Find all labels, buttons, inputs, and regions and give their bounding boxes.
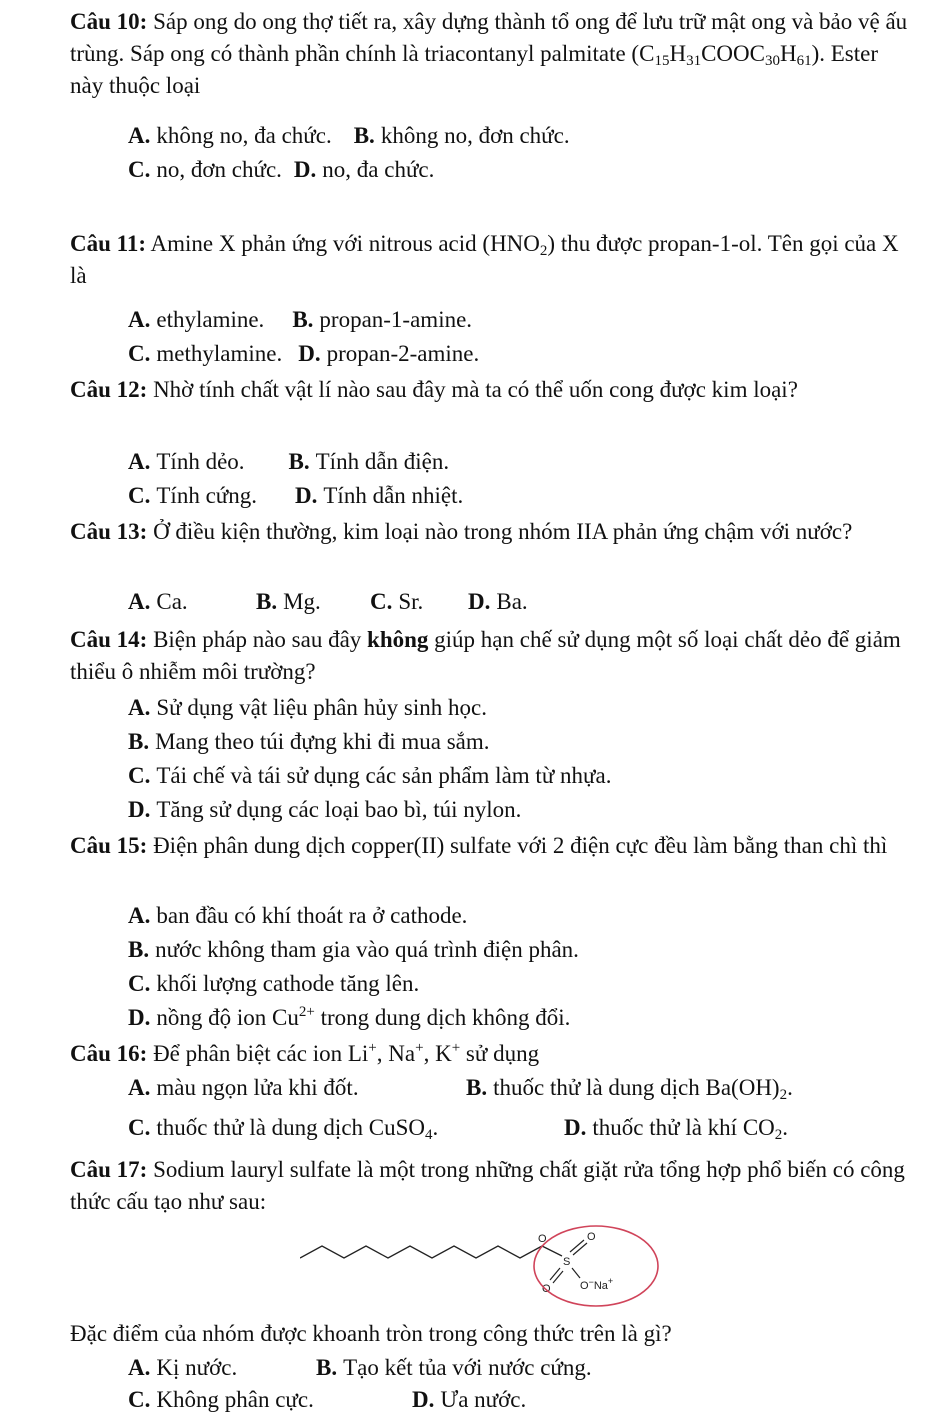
question-14: Câu 14: Biện pháp nào sau đây không giúp hạn chế sử dụng một số loại chất dẻo để giảm thiểu ô nhiễm môi trường? xyxy=(70,627,901,684)
question-label: Câu 16: xyxy=(70,1041,148,1066)
question-17-followup: Đặc điểm của nhóm được khoanh tròn trong công thức trên là gì? xyxy=(70,1321,672,1346)
option-d: D. thuốc thử là khí $CO_2$. xyxy=(564,1115,789,1143)
highlight-circle xyxy=(534,1226,658,1306)
emphasis: không xyxy=(367,627,429,652)
option-row xyxy=(128,446,449,478)
option-row xyxy=(128,586,528,618)
option-a: A. màu ngọn lửa khi đốt. xyxy=(128,1075,359,1100)
question-label: Câu 10: xyxy=(70,9,148,34)
option-b: B. nước không tham gia vào quá trình điện phân. xyxy=(128,937,579,962)
option-c: C. thuốc thử là dung dịch CuSO$_4$. xyxy=(128,1115,439,1143)
option-row xyxy=(128,338,479,370)
option-a: A. ban đầu có khí thoát ra ở cathode. xyxy=(128,903,468,928)
option-row xyxy=(128,120,570,152)
question-12: Câu 12: Nhờ tính chất vật lí nào sau đây mà ta có thể uốn cong được kim loại? xyxy=(70,377,798,402)
bond-s-o-down-2 xyxy=(553,1271,563,1283)
question-label: Câu 11: xyxy=(70,231,147,256)
option-c: C. Sr. xyxy=(370,589,424,614)
option-a: A. Ca. xyxy=(128,589,188,614)
option-a: A. Kị nước. xyxy=(128,1355,238,1380)
option-row xyxy=(128,304,472,336)
option-c: C. methylamine. xyxy=(128,341,283,366)
alkyl-chain xyxy=(300,1246,542,1258)
question-label: Câu 14: xyxy=(70,627,148,652)
option-b: B. Mang theo túi đựng khi đi mua sắm. xyxy=(128,729,490,754)
option-c: C. no, đơn chức. xyxy=(128,157,282,182)
option-d: D. Ưa nước. xyxy=(412,1387,527,1412)
oxygen-top-left: O xyxy=(538,1233,547,1245)
option-c: C. khối lượng cathode tăng lên. xyxy=(128,971,420,996)
bond-s-o-down-1 xyxy=(550,1268,560,1280)
option-d: D. propan-2-amine. xyxy=(298,341,480,366)
option-c: C. Không phân cực. xyxy=(128,1387,314,1412)
question-15: Câu 15: Điện phân dung dịch copper(II) sulfate với 2 điện cực đều làm bằng than chì thì xyxy=(70,833,888,858)
option-b: B. không no, đơn chức. xyxy=(353,123,570,148)
question-13: Câu 13: Ở điều kiện thường, kim loại nào trong nhóm IIA phản ứng chậm với nước? xyxy=(70,519,853,544)
oxygen-bottom: O xyxy=(542,1283,551,1295)
option-c: C. Tái chế và tái sử dụng các sản phẩm làm từ nhựa. xyxy=(128,763,612,788)
option-c: C. Tính cứng. xyxy=(128,483,257,508)
option-b: B. Mg. xyxy=(256,589,321,614)
option-row xyxy=(128,154,434,186)
question-label: Câu 15: xyxy=(70,833,148,858)
question-16: Câu 16: Để phân biệt các ion Li+, Na+, K+ sử dụng xyxy=(70,1040,540,1066)
option-a: A. ethylamine. xyxy=(128,307,265,332)
option-b: B. propan-1-amine. xyxy=(292,307,473,332)
option-a: A. Tính dẻo. xyxy=(128,449,245,474)
option-row xyxy=(128,1352,592,1384)
option-row xyxy=(128,1384,526,1416)
question-label: Câu 13: xyxy=(70,519,148,544)
option-b: B. thuốc thử là dung dịch $Ba(OH)_2$. xyxy=(466,1075,793,1103)
option-a: A. không no, đa chức. xyxy=(128,123,332,148)
question-label: Câu 17: xyxy=(70,1157,148,1182)
option-d: D. Tăng sử dụng các loại bao bì, túi nylon. xyxy=(128,797,522,822)
option-a: A. Sử dụng vật liệu phân hủy sinh học. xyxy=(128,695,487,720)
option-d: D. Ba. xyxy=(468,589,528,614)
bond-s-o-up-1 xyxy=(570,1240,584,1252)
question-label: Câu 12: xyxy=(70,377,148,402)
option-row xyxy=(128,1112,788,1144)
option-d: D. no, đa chức. xyxy=(293,157,435,182)
bond-s-o-up-2 xyxy=(573,1243,587,1255)
question-17: Câu 17: Sodium lauryl sulfate là một trong những chất giặt rửa tổng hợp phổ biến có công thức cấu tạo như sau: xyxy=(70,1157,905,1214)
question-11: Câu 11: Amine X phản ứng với nitrous acid $(HNO_2)$ thu được propan-1-ol. Tên gọi của X là xyxy=(70,231,899,288)
bond-s-o-minus xyxy=(572,1268,580,1278)
oxygen-anion: O−Na+ xyxy=(580,1276,614,1292)
option-d: D. Tính dẫn nhiệt. xyxy=(295,483,464,508)
option-row xyxy=(128,1072,793,1104)
option-row xyxy=(128,480,463,512)
option-b: B. Tính dẫn điện. xyxy=(288,449,450,474)
question-10: Câu 10: Sáp ong do ong thợ tiết ra, xây dựng thành tổ ong để lưu trữ mật ong và bảo vệ ấu trùng. Sáp ong có thành phần chính là triacontanyl palmitate $(C_{15}H_{31}COOC_{30}H_{61})$. Ester này thuộc loại xyxy=(70,9,908,98)
oxygen-top-right: O xyxy=(587,1231,596,1243)
sulfur-atom: S xyxy=(563,1256,571,1268)
option-d: D. nồng độ ion $Cu^{2+}$ trong dung dịch không đổi. xyxy=(128,1004,571,1030)
option-b: B. Tạo kết tủa với nước cứng. xyxy=(316,1355,592,1380)
bond-o-s-left xyxy=(542,1246,562,1256)
sodium-lauryl-sulfate-formula xyxy=(300,1222,670,1322)
